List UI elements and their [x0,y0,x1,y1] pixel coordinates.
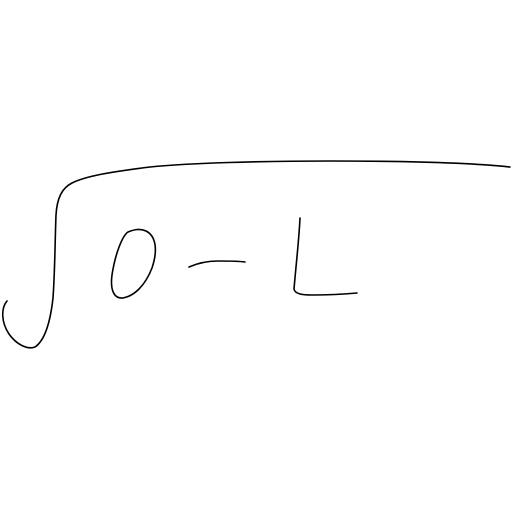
stroke-letter-l [294,218,357,295]
stroke-square-root [3,161,510,348]
stroke-minus-sign [189,261,245,267]
stroke-digit-zero [111,229,155,298]
